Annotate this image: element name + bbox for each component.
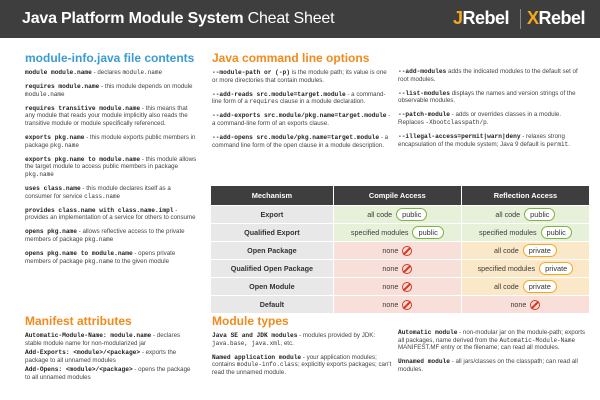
table-row — [211, 242, 590, 260]
no-access-icon — [402, 246, 412, 256]
module-info-inline-code: module.name — [122, 69, 163, 76]
module-type-text-tail: , etc. — [280, 339, 294, 347]
cli-option-text: adds the indicated modules to the default set of root modules. — [398, 68, 578, 83]
public-badge: public — [412, 226, 443, 239]
mechanism-cell: Open Package — [211, 242, 334, 260]
module-info-item — [25, 134, 197, 149]
module-info-code: requires transitive module.name — [25, 104, 141, 112]
module-type-text-tail: MANIFEST.MF entry or the filename; can read all modules. — [398, 344, 560, 352]
module-type-code: Java SE and JDK modules — [212, 332, 298, 339]
compile-access-label: all code — [367, 210, 393, 219]
cli-option-item — [212, 91, 392, 106]
public-badge: public — [396, 208, 427, 221]
cli-left-list — [212, 69, 392, 149]
mechanism-cell: Default — [211, 296, 334, 314]
reflection-access-cell — [461, 260, 589, 278]
module-type-inline-code: Automatic-Module-Name — [499, 336, 576, 344]
cli-option-text-tail: . — [568, 140, 570, 148]
cli-option-item — [212, 112, 392, 127]
logo-divider — [520, 9, 521, 29]
table-row — [211, 260, 590, 278]
cli-option-text: displays the names and version strings of the observable modules. — [398, 89, 576, 105]
no-access-icon — [530, 300, 540, 310]
jrebel-logo-j: J — [453, 8, 463, 28]
module-info-item — [25, 69, 197, 77]
module-info-heading: module-info.java file contents — [25, 51, 195, 65]
module-info-code: exports pkg.name to module.name — [25, 155, 141, 163]
no-access-icon — [402, 282, 412, 292]
compile-access-label: none — [382, 264, 399, 273]
private-badge: private — [523, 280, 557, 293]
reflection-access-cell — [461, 206, 589, 224]
module-type-text: - your application modules; contains — [212, 353, 377, 369]
module-type-code: Automatic module — [398, 329, 458, 336]
module-types-right-section — [398, 329, 588, 380]
module-type-code: Named application module — [212, 353, 302, 361]
cli-option-item — [212, 134, 392, 149]
module-info-text: - this means that any module that reads your module implicitly also reads the transitive module or module specifically referenced. — [25, 104, 188, 127]
cli-option-text-tail: . — [486, 118, 489, 126]
module-info-text: - opens private members of package — [25, 250, 176, 265]
module-type-text-tail: ; explicitly exports packages; can't read the unnamed module. — [212, 361, 392, 376]
module-info-code: requires module.name — [25, 83, 100, 91]
module-type-text: - modules provided by JDK: — [297, 332, 376, 339]
reflection-access-cell — [461, 224, 589, 242]
module-info-code: opens pkg.name — [25, 228, 77, 236]
module-info-text: - provides an implementation of a service for others to consume — [25, 206, 196, 222]
module-info-item — [25, 105, 197, 128]
cli-option-text: - adds or overrides classes in a module. Replaces — [398, 111, 562, 126]
private-badge: private — [539, 262, 573, 275]
module-type-code: Unnamed module — [398, 358, 450, 366]
cli-option-item — [398, 90, 588, 105]
header-bar — [0, 0, 600, 38]
module-info-item — [25, 156, 197, 179]
cli-option-text: - a command-line form of a — [212, 90, 386, 106]
compile-access-label: none — [382, 246, 399, 255]
compile-access-cell — [333, 206, 461, 224]
table-row — [211, 296, 590, 314]
module-info-text: - this module depends on module — [99, 83, 193, 91]
cli-section — [212, 51, 392, 156]
manifest-code: Add-Opens: <module>/<package> — [25, 366, 133, 374]
module-types-section — [212, 314, 392, 383]
cli-option-inline-code: -Xbootclasspath/p — [425, 118, 487, 126]
reflection-access-cell — [461, 278, 589, 296]
compile-access-cell — [333, 242, 461, 260]
module-info-text-tail: to the given module — [113, 257, 170, 265]
compile-access-cell — [333, 296, 461, 314]
table-row — [211, 206, 590, 224]
public-badge: public — [524, 208, 555, 221]
cli-option-code: --illegal-access=permit|warn|deny — [398, 133, 521, 141]
reflection-access-cell — [461, 296, 589, 314]
manifest-code: Add-Exports: <module>/<package> — [25, 349, 141, 357]
module-info-list — [25, 69, 197, 265]
module-type-item — [212, 332, 392, 347]
module-info-code: opens pkg.name to module.name — [25, 250, 133, 258]
mechanism-cell: Open Module — [211, 278, 334, 296]
cli-option-code: --add-exports src.module/pkg.name=target.module — [212, 112, 387, 120]
xrebel-logo-x: X — [527, 8, 539, 28]
public-badge: public — [541, 226, 572, 239]
manifest-item — [25, 332, 197, 347]
jrebel-logo-text: Rebel — [462, 8, 510, 28]
module-types-heading: Module types — [212, 314, 289, 328]
module-types-left-list — [212, 332, 392, 376]
module-info-code: exports pkg.name — [25, 134, 85, 142]
header-mechanism: Mechanism — [211, 186, 334, 206]
module-type-inline-code: module-info.class — [236, 361, 298, 369]
manifest-item — [25, 349, 197, 364]
module-info-inline-code: pkg.name — [50, 141, 79, 149]
cli-right-section — [398, 68, 588, 155]
access-table-header — [211, 186, 590, 206]
reflection-access-label: none — [510, 300, 527, 309]
manifest-item — [25, 366, 197, 381]
cli-option-item — [398, 111, 588, 126]
page-title — [22, 10, 334, 28]
no-access-icon — [402, 264, 412, 274]
compile-access-cell — [333, 224, 461, 242]
cli-option-text: - relaxes strong encapsulation of the module system; Java 9 default is — [398, 133, 565, 148]
compile-access-cell — [333, 260, 461, 278]
cli-option-code: --patch-module — [398, 111, 450, 119]
header-reflection-access: Reflection Access — [461, 186, 589, 206]
cli-option-text: - a command line form of the open clause in a module description. — [212, 134, 389, 149]
title-light: Cheat Sheet — [243, 10, 335, 27]
title-bold: Java Platform Module System — [22, 10, 244, 27]
cli-option-code: --module-path or (-p) — [212, 69, 290, 76]
manifest-text: - declares stable module name for non-modularized jar — [25, 332, 181, 347]
cli-heading: Java command line options — [212, 51, 370, 65]
module-info-code: module module.name — [25, 69, 92, 76]
access-table — [210, 185, 590, 314]
module-type-inline-code: java.base, java.xml — [212, 339, 281, 347]
module-info-text: - allows reflective access to the private members of package — [25, 228, 185, 243]
cli-option-code: --list-modules — [398, 89, 450, 97]
xrebel-logo — [527, 8, 585, 29]
compile-access-label: none — [382, 300, 399, 309]
private-badge: private — [523, 244, 557, 257]
reflection-access-label: all code — [493, 282, 519, 291]
cli-option-text-tail: clause in a module declaration. — [278, 98, 366, 106]
cli-option-item — [398, 68, 588, 83]
cli-option-inline-code: requires — [249, 98, 279, 106]
module-type-text: - non-modular jar on the module-path; exports all packages, name derived from the — [398, 329, 586, 344]
module-info-item — [25, 250, 197, 265]
module-info-inline-code: class.name — [84, 192, 121, 200]
module-info-text: - declares — [91, 69, 123, 76]
module-info-section — [25, 51, 197, 272]
module-info-text: - this module allows the target module to access public members in package — [25, 155, 197, 171]
header-compile-access: Compile Access — [333, 186, 461, 206]
jrebel-logo — [453, 8, 509, 29]
mechanism-cell: Qualified Open Package — [211, 260, 334, 278]
reflection-access-label: specified modules — [477, 264, 536, 273]
manifest-code: Automatic-Module-Name: module.name — [25, 332, 152, 339]
cli-option-code: --add-modules — [398, 68, 447, 75]
reflection-access-label: all code — [495, 210, 521, 219]
module-info-item — [25, 228, 197, 243]
manifest-text: - opens the package to all unnamed modules — [25, 366, 191, 381]
compile-access-label: none — [382, 282, 399, 291]
no-access-icon — [402, 300, 412, 310]
module-info-code: provides class.name with class.name.impl — [25, 206, 174, 214]
mechanism-cell: Qualified Export — [211, 224, 334, 242]
cli-right-list — [398, 68, 588, 148]
reflection-access-label: all code — [493, 246, 519, 255]
manifest-text: - exports the package to all unnamed modules — [25, 349, 177, 364]
module-info-inline-code: pkg.name — [25, 170, 54, 178]
manifest-heading: Manifest attributes — [25, 314, 132, 328]
cli-option-code: --add-opens src.module/pkg.name=target.module — [212, 134, 380, 142]
module-info-inline-code: pkg.name — [84, 236, 114, 243]
cli-option-item — [212, 69, 392, 84]
cli-option-item — [398, 133, 588, 148]
module-info-inline-code: pkg.name — [84, 257, 114, 265]
module-info-item — [25, 185, 197, 200]
module-type-item — [398, 358, 588, 373]
module-info-item — [25, 83, 197, 98]
cli-option-text: is the module path; its value is one or more directories that contain modules. — [212, 69, 387, 84]
cli-option-text: - a command-line form of an exports clause. — [212, 112, 391, 127]
cli-option-code: --add-reads src.module=target.module — [212, 90, 346, 98]
compile-access-label: specified modules — [350, 228, 409, 237]
module-info-inline-code: module.name — [25, 90, 65, 98]
module-type-item — [398, 329, 588, 352]
manifest-list — [25, 332, 197, 382]
module-info-item — [25, 207, 197, 222]
module-types-right-list — [398, 329, 588, 373]
module-info-code: uses class.name — [25, 185, 81, 193]
module-info-text: - this module declares itself as a consumer for service — [25, 185, 171, 200]
xrebel-logo-text: Rebel — [538, 8, 586, 28]
table-row — [211, 278, 590, 296]
module-type-text: - all jars/classes on the classpath; can read all modules. — [398, 358, 578, 373]
mechanism-cell: Export — [211, 206, 334, 224]
manifest-section — [25, 314, 197, 384]
table-row — [211, 224, 590, 242]
reflection-access-label: specified modules — [479, 228, 537, 237]
reflection-access-cell — [461, 242, 589, 260]
module-info-text: - this module exports public members in package — [25, 134, 196, 149]
compile-access-cell — [333, 278, 461, 296]
module-type-item — [212, 354, 392, 377]
cli-option-inline-code: permit — [546, 140, 569, 148]
